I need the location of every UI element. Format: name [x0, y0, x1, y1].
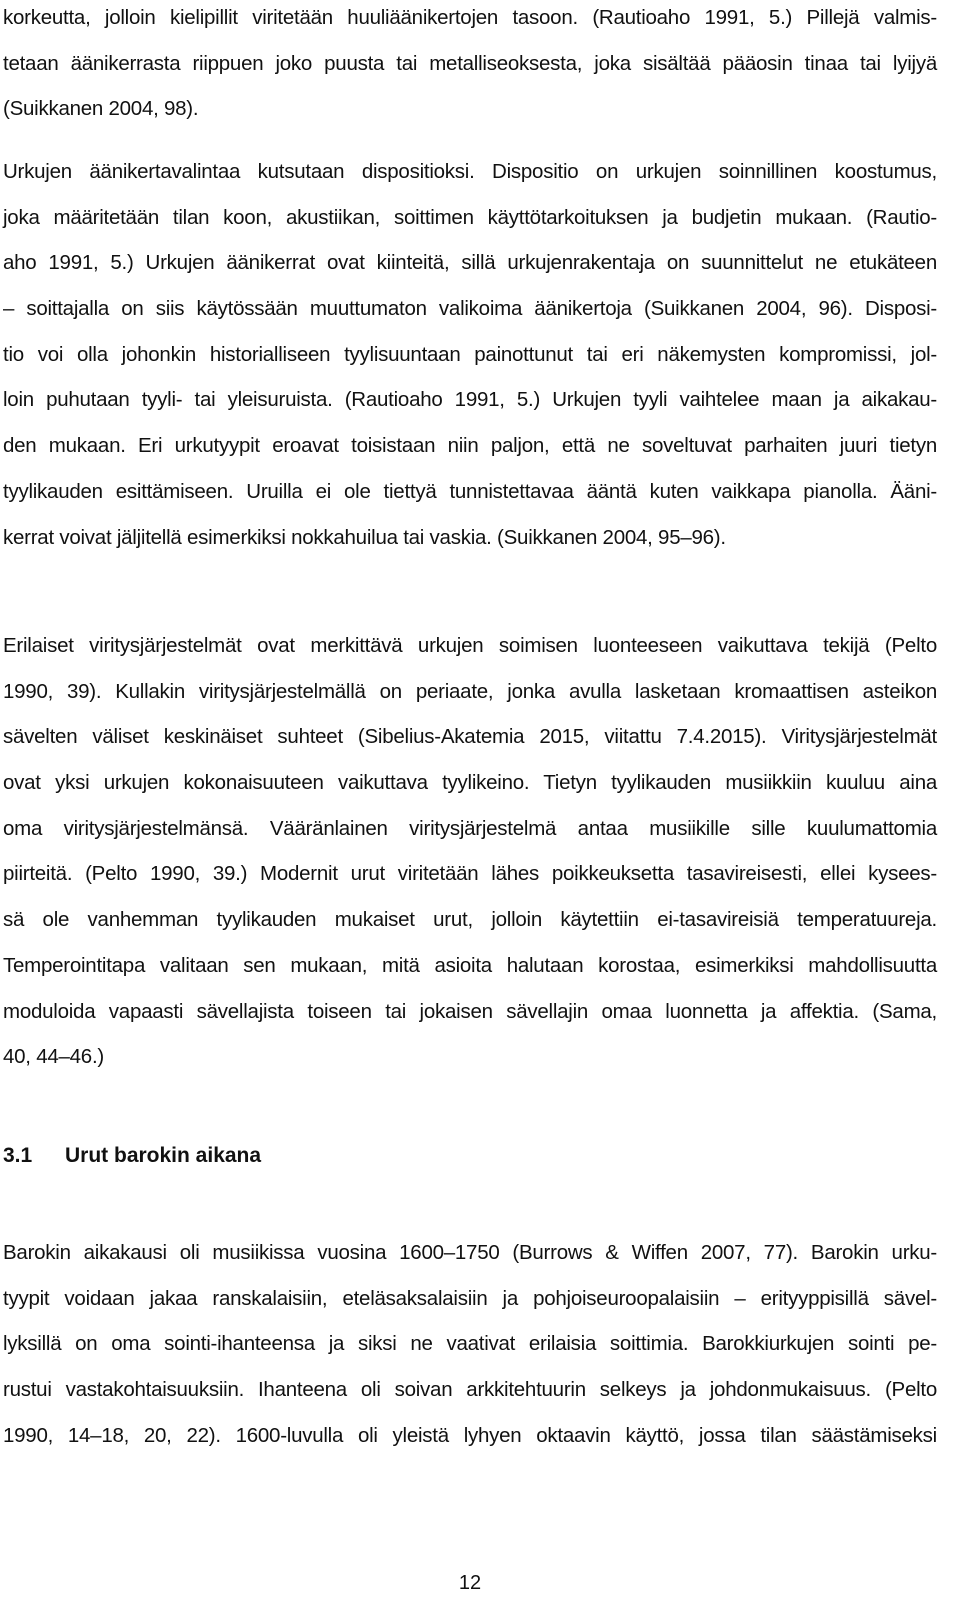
- text-line: lyksillä on oma sointi-ihanteensa ja siksi ne vaativat erilaisia soittimia. Barokkiurkujen sointi pe-: [3, 1332, 937, 1356]
- text-line: loin puhutaan tyyli- tai yleisuruista. (Rautioaho 1991, 5.) Urkujen tyyli vaihtelee maan ja aikakau-: [3, 388, 937, 412]
- text-line: 40, 44–46.): [3, 1045, 104, 1069]
- text-line: 1990, 14–18, 20, 22). 1600-luvulla oli yleistä lyhyen oktaavin käyttö, jossa tilan säästämiseksi: [3, 1423, 937, 1447]
- text-line: tyylikauden esittämiseen. Uruilla ei ole tiettyä tunnistettavaa ääntä kuten vaikkapa pianolla. Ääni-: [3, 479, 937, 503]
- text-line: tetaan äänikerrasta riippuen joko puusta tai metalliseoksesta, joka sisältää pääosin tinaa tai lyijyä: [3, 51, 937, 75]
- text-line: tio voi olla johonkin historialliseen tyylisuuntaan painottunut tai eri näkemysten kompromissi, jol-: [3, 342, 937, 366]
- paragraph-1: [3, 0, 937, 132]
- section-heading: [3, 1133, 261, 1178]
- text-line: kerrat voivat jäljitellä esimerkiksi nokkahuilua tai vaskia. (Suikkanen 2004, 95–96).: [3, 525, 726, 549]
- text-line: den mukaan. Eri urkutyypit eroavat toisistaan niin paljon, että ne soveltuvat parhaiten juuri tietyn: [3, 434, 937, 458]
- text-line: ovat yksi urkujen kokonaisuuteen vaikuttava tyylikeino. Tietyn tyylikauden musiikkiin kuuluu aina: [3, 771, 937, 795]
- text-line: Urkujen äänikertavalintaa kutsutaan dispositioksi. Dispositio on urkujen soinnillinen koostumus,: [3, 160, 937, 183]
- text-line: moduloida vapaasti sävellajista toiseen tai jokaisen sävellajin omaa luonnetta ja affektia. (Sama,: [3, 999, 937, 1023]
- text-line: joka määritetään tilan koon, akustiikan, soittimen käyttötarkoituksen ja budjetin mukaan. (Rautio-: [3, 205, 937, 229]
- text-line: oma viritysjärjestelmänsä. Vääränlainen viritysjärjestelmä antaa musiikille sille kuulumattomia: [3, 816, 937, 840]
- text-line: Barokin aikakausi oli musiikissa vuosina 1600–1750 (Burrows & Wiffen 2007, 77). Barokin urku-: [3, 1241, 937, 1264]
- text-line: Temperointitapa valitaan sen mukaan, mitä asioita halutaan korostaa, esimerkiksi mahdollisuutta: [3, 953, 937, 977]
- text-line: sä ole vanhemman tyylikauden mukaiset urut, jolloin käytettiin ei-tasavireisiä temperatuureja.: [3, 908, 937, 932]
- text-line: – soittajalla on siis käytössään muuttumaton valikoima äänikertoja (Suikkanen 2004, 96). Disposi-: [3, 297, 937, 321]
- page-number: 12: [458, 1572, 482, 1594]
- text-line: (Suikkanen 2004, 98).: [3, 97, 199, 121]
- paragraph-4: [3, 1230, 937, 1458]
- text-line: 1990, 39). Kullakin viritysjärjestelmällä on periaate, jonka avulla lasketaan kromaattisen asteikon: [3, 679, 937, 703]
- text-line: piirteitä. (Pelto 1990, 39.) Modernit urut viritetään lähes poikkeuksetta tasavireisesti, ellei kysees-: [3, 862, 937, 886]
- text-line: korkeutta, jolloin kielipillit viritetään huuliäänikertojen tasoon. (Rautioaho 1991, 5.) Pillejä valmis-: [3, 6, 937, 29]
- paragraph-3: [3, 623, 937, 1080]
- text-line: sävelten väliset keskinäiset suhteet (Sibelius-Akatemia 2015, viitattu 7.4.2015). Viritysjärjestelmät: [3, 725, 937, 749]
- section-number: 3.1: [3, 1144, 33, 1167]
- text-line: Erilaiset viritysjärjestelmät ovat merkittävä urkujen soimisen luonteeseen vaikuttava tekijä (Pelto: [3, 634, 937, 657]
- text-line: aho 1991, 5.) Urkujen äänikerrat ovat kiinteitä, sillä urkujenrakentaja on suunnittelut ne etukäteen: [3, 251, 937, 275]
- section-title: Urut barokin aikana: [65, 1144, 262, 1167]
- paragraph-2: [3, 149, 937, 560]
- text-line: rustui vastakohtaisuuksiin. Ihanteena oli soivan arkkitehtuurin selkeys ja johdonmukaisuus. (Pelto: [3, 1378, 937, 1402]
- text-line: tyypit voidaan jakaa ranskalaisiin, eteläsaksalaisiin ja pohjoiseuroopalaisiin – erityyppisillä sävel-: [3, 1286, 937, 1310]
